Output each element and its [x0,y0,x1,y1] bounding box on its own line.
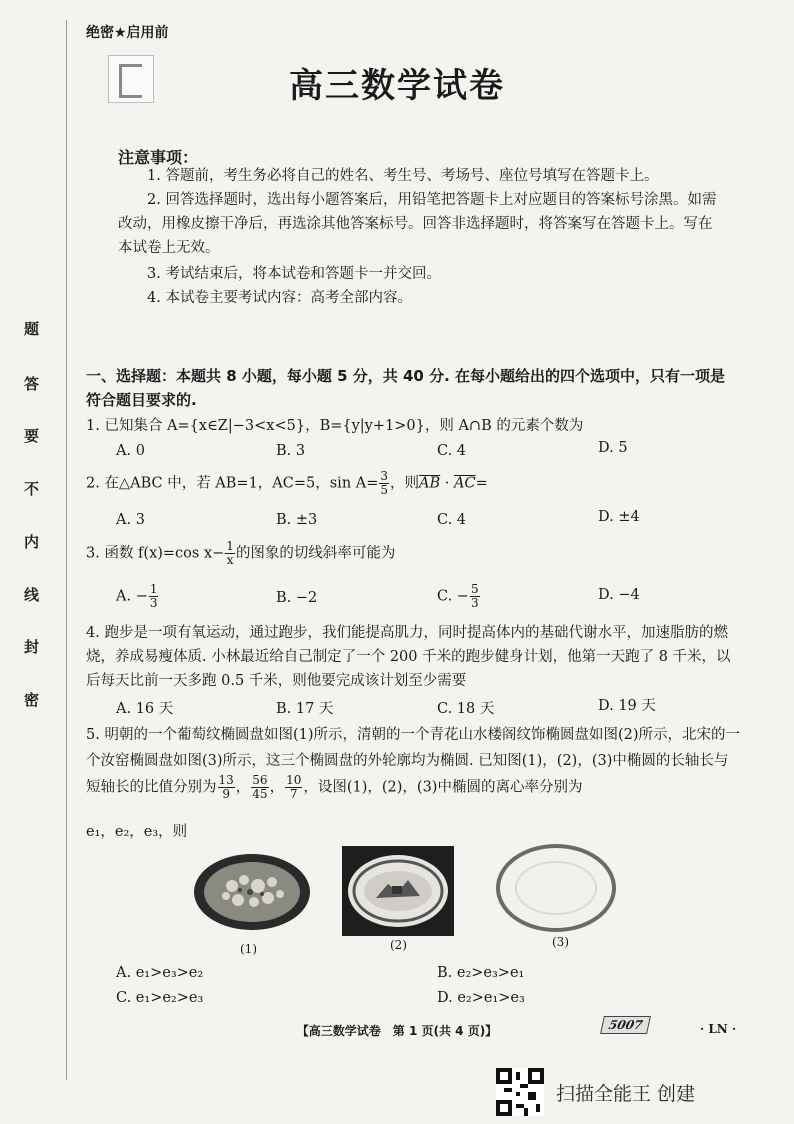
note-item: 1. 答题前，考生务必将自己的姓名、考生号、考场号、座位号填写在答题卡上。 [147,168,659,184]
q3-option-d: D. −4 [598,587,640,603]
figure-caption: (2) [390,938,407,952]
notes-heading: 注意事项： [118,148,199,167]
q3-stem: 3. 函数 f(x)=cos x− $\frac{1}{x}$ 的图象的切线斜率可能为 [86,539,396,567]
fraction: $\frac{56}{45}$ [252,773,268,801]
margin-char: 题 [24,320,40,338]
margin-char: 封 [24,638,40,656]
scanner-watermark: 扫描全能王 创建 [556,1083,696,1105]
q5-stem: 5. 明朝的一个葡萄纹椭圆盘如图(1)所示，清朝的一个青花山水楼阁纹饰椭圆盘如图(2)所示，北宋的一个汝窑椭圆盘如图(3)所示，这三个椭圆盘的外轮廓均为椭圆. 已知图(1)，(2)，(3)中椭圆的长轴长与短轴长的比值分别为 $\frac{13}{9}$ ， $\frac{56}{45}$ ， $\frac{10}{7}$ ，设图(1)，(2)，(3)中椭圆的离心率分别为 [86,727,741,801]
paper-code: 5007 [600,1016,651,1034]
q1-option-b: B. 3 [276,443,306,459]
figure-caption: (3) [552,935,569,949]
q1-option-a: A. 0 [116,443,145,459]
q5-option-a: A. e₁>e₃>e₂ [116,965,204,981]
margin-char: 内 [24,533,40,551]
region-code: · LN · [700,1022,737,1036]
ru-ware-plate-image [494,842,618,934]
fraction: $\frac{3}{5}$ [380,469,389,497]
vector-ac: $\overline{AC}$ [454,475,476,492]
fraction: $\frac{1}{x}$ [226,539,234,567]
note-item: 2. 回答选择题时，选出每小题答案后，用铅笔把答题卡上对应题目的答案标号涂黑。如需改动，用橡皮擦干净后，再选涂其他答案标号。回答非选择题时，将答案写在答题卡上。写在本试卷上无效。 [118,192,717,256]
margin-char: 密 [24,691,40,709]
fraction: $\frac{10}{7}$ [286,773,302,801]
q5-stem-end: e₁，e₂，e₃，则 [86,824,188,840]
margin-char: 要 [24,427,40,445]
q5-option-b: B. e₂>e₃>e₁ [437,965,525,981]
exam-title: 高三数学试卷 [289,66,505,106]
page-footer: 【高三数学试卷 第 1 页(共 4 页)】 [296,1024,498,1038]
margin-char: 线 [24,586,40,604]
blue-white-plate-image [342,846,454,936]
margin-char: 不 [24,480,40,498]
q2-option-d: D. ±4 [598,509,640,525]
binding-line [66,20,67,1080]
q4-option-b: B. 17 天 [276,701,334,717]
vector-ab: $\overline{AB}$ [419,475,441,492]
q2-option-a: A. 3 [116,512,145,528]
q3-option-b: B. −2 [276,590,318,606]
q2-option-c: C. 4 [437,512,467,528]
q2-stem-text: 2. 在△ABC 中，若 AB=1，AC=5，sin A= [86,475,379,492]
section-heading: 一、选择题：本题共 8 小题，每小题 5 分，共 40 分. 在每小题给出的四个选项中，只有一项是符合题目要求的. [86,367,726,409]
q3-option-a: A. − $\frac{1}{3}$ [116,582,158,610]
q2-option-b: B. ±3 [276,512,318,528]
note-item: 4. 本试卷主要考试内容：高考全部内容。 [147,290,412,306]
q4-option-d: D. 19 天 [598,698,656,714]
q4-option-c: C. 18 天 [437,701,495,717]
figure-caption: (1) [240,942,257,956]
qr-code-icon [496,1068,544,1116]
q4-option-a: A. 16 天 [116,701,174,717]
q1-option-c: C. 4 [437,443,467,459]
margin-char: 答 [24,375,40,393]
q2-stem: 2. 在△ABC 中，若 AB=1，AC=5，sin A= $\frac{3}{5}$ ，则$\overline{AB} \cdot \overline{AC}=$ [86,469,488,497]
q1-option-d: D. 5 [598,440,628,456]
q5-option-c: C. e₁>e₂>e₃ [116,990,204,1006]
grape-plate-image [192,852,312,932]
q4-stem: 4. 跑步是一项有氧运动，通过跑步，我们能提高肌力，同时提高体内的基础代谢水平，加速脂肪的燃烧，养成易瘦体质. 小林最近给自己制定了一个 200 千米的跑步健身计划，他第一天跑了 8 千米，以后每天比前一天多跑 0.5 千米，则他要完成该计划至少需要 [86,625,731,689]
note-item: 3. 考试结束后，将本试卷和答题卡一并交回。 [147,266,441,282]
q5-option-d: D. e₂>e₁>e₃ [437,990,525,1006]
fraction: $\frac{13}{9}$ [218,773,234,801]
secret-label: 绝密★启用前 [86,25,169,41]
q3-option-c: C. − $\frac{5}{3}$ [437,582,479,610]
q1-stem: 1. 已知集合 A={x∈Z|−3<x<5}，B={y|y+1>0}，则 A∩B 的元素个数为 [86,418,584,434]
